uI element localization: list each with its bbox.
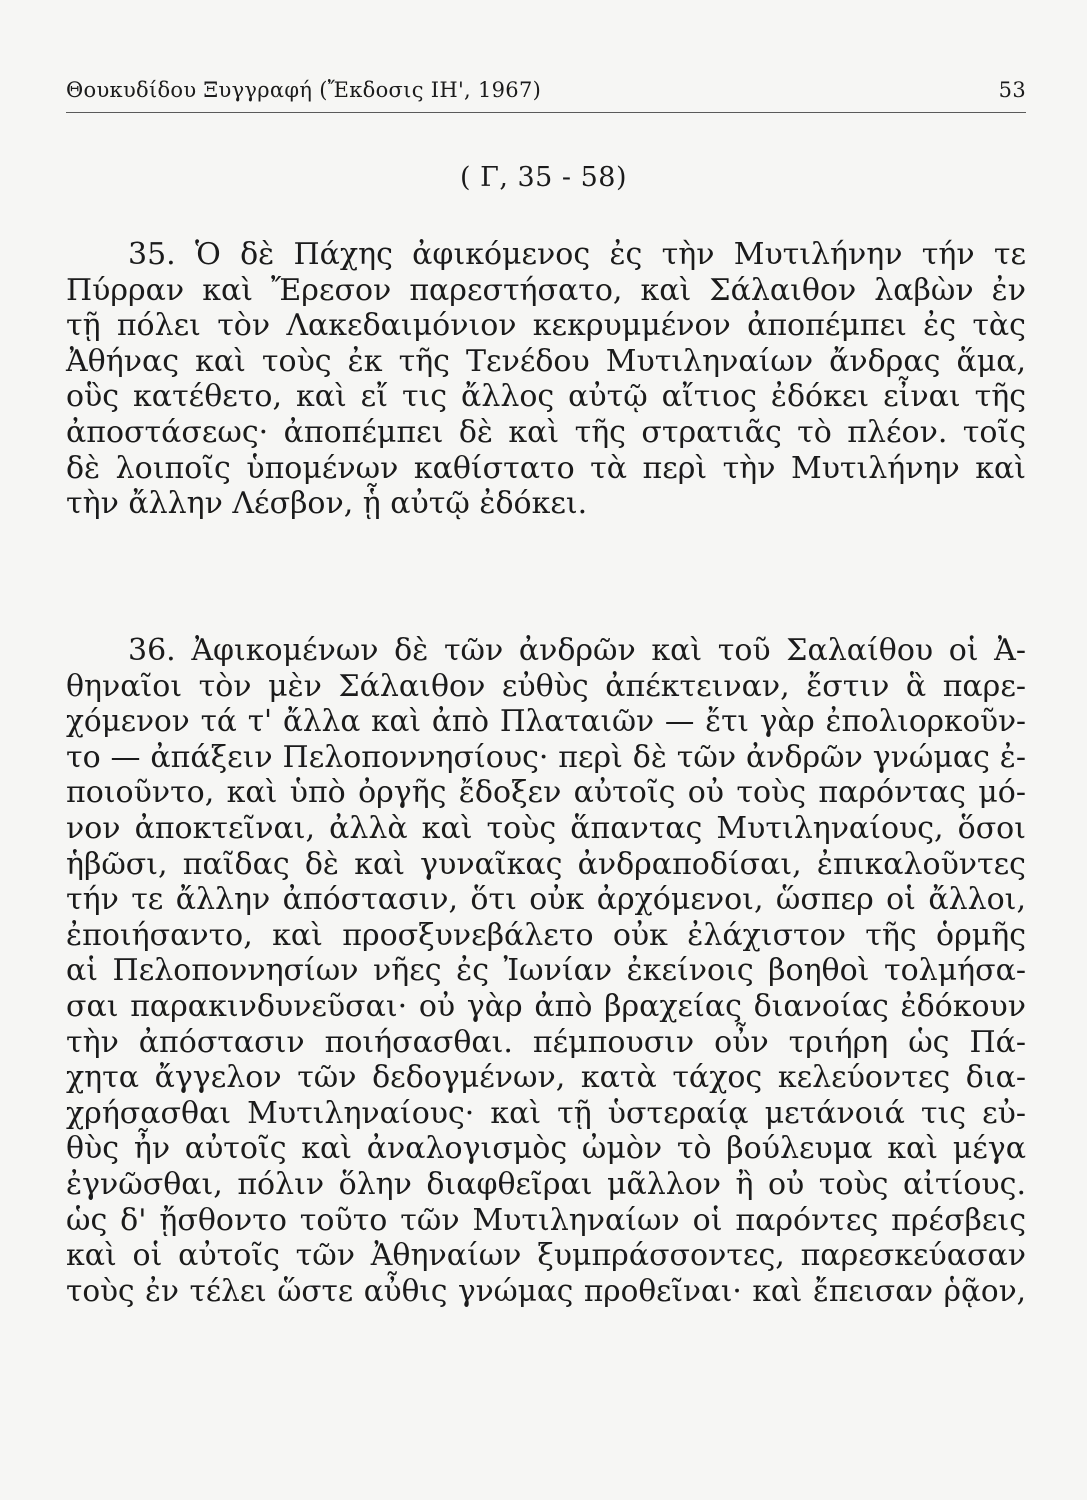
text-line: τὴν ἄλλην Λέσβον, ᾗ αὐτῷ ἐδόκει.	[66, 486, 588, 522]
text-line: χόμενον τά τ' ἄλλα καὶ ἀπὸ Πλαταιῶν — ἔτι γὰρ ἐπολιορκοῦν-	[66, 704, 1026, 739]
paragraph-36	[66, 633, 1026, 1309]
text-line: ποιοῦντο, καὶ ὑπὸ ὀργῆς ἔδοξεν αὐτοῖς οὐ τοὺς παρόντας μό-	[66, 775, 1026, 811]
section-range-heading: ( Γ, 35 - 58)	[459, 162, 628, 193]
text-line: Ἀθήνας καὶ τοὺς ἐκ τῆς Τενέδου Μυτιληναίων ἄνδρας ἅμα,	[66, 343, 1026, 379]
text-line: ἡβῶσι, παῖδας δὲ καὶ γυναῖκας ἀνδραποδίσαι, ἐπικαλοῦντες	[66, 846, 1026, 882]
text-line: νον ἀποκτεῖναι, ἀλλὰ καὶ τοὺς ἅπαντας Μυτιληναίους, ὅσοι	[66, 810, 1026, 846]
text-line: χητα ἄγγελον τῶν δεδογμένων, κατὰ τάχος κελεύοντες δια-	[66, 1060, 1026, 1096]
header-title: Θουκυδίδου Ξυγγραφή (Ἔκδοσις ΙΗ', 1967)	[66, 78, 542, 102]
paragraph-35	[66, 237, 1026, 522]
text-line: τῇ πόλει τὸν Λακεδαιμόνιον κεκρυμμένον ἀποπέμπει ἐς τὰς	[66, 308, 1026, 344]
text-line: τοὺς ἐν τέλει ὥστε αὖθις γνώμας προθεῖναι· καὶ ἔπεισαν ῥᾷον,	[66, 1273, 1026, 1308]
text-line: τὴν ἀπόστασιν ποιήσασθαι. πέμπουσιν οὖν τριήρη ὡς Πά-	[66, 1024, 1026, 1060]
page-number: 53	[998, 78, 1026, 102]
text-line: τήν τε ἄλλην ἀπόστασιν, ὅτι οὐκ ἀρχόμενοι, ὥσπερ οἱ ἄλλοι,	[66, 882, 1026, 918]
header-rule	[66, 112, 1026, 113]
text-line: θὺς ἦν αὐτοῖς καὶ ἀναλογισμὸς ὠμὸν τὸ βούλευμα καὶ μέγα	[66, 1131, 1026, 1167]
text-line: ἐγνῶσθαι, πόλιν ὅλην διαφθεῖραι μᾶλλον ἢ οὐ τοὺς αἰτίους.	[66, 1166, 1026, 1202]
text-line: ἀποστάσεως· ἀποπέμπει δὲ καὶ τῆς στρατιᾶς τὸ πλέον. τοῖς	[66, 414, 1026, 450]
text-line: καὶ οἱ αὐτοῖς τῶν Ἀθηναίων ξυμπράσσοντες, παρεσκεύασαν	[66, 1238, 1026, 1274]
running-header	[66, 74, 1026, 110]
text-line: σαι παρακινδυνεῦσαι· οὐ γὰρ ἀπὸ βραχείας διανοίας ἐδόκουν	[66, 988, 1026, 1024]
text-line: ἐποιήσαντο, καὶ προσξυνεβάλετο οὐκ ἐλάχιστον τῆς ὁρμῆς	[66, 917, 1026, 953]
text-line: ὡς δ' ᾔσθοντο τοῦτο τῶν Μυτιληναίων οἱ παρόντες πρέσβεις	[66, 1202, 1026, 1238]
text-line: οὓς κατέθετο, καὶ εἴ τις ἄλλος αὐτῷ αἴτιος ἐδόκει εἶναι τῆς	[66, 379, 1026, 415]
text-line: το — ἀπάξειν Πελοποννησίους· περὶ δὲ τῶν ἀνδρῶν γνώμας ἐ-	[66, 739, 1026, 775]
text-line: δὲ λοιποῖς ὑπομένων καθίστατο τὰ περὶ τὴν Μυτιλήνην καὶ	[66, 450, 1026, 486]
text-line: Πύρραν καὶ Ἔρεσον παρεστήσατο, καὶ Σάλαιθον λαβὼν ἐν	[66, 272, 1026, 308]
text-line: 36. Ἀφικομένων δὲ τῶν ἀνδρῶν καὶ τοῦ Σαλαίθου οἱ Ἀ-	[128, 633, 1026, 668]
text-line: αἱ Πελοποννησίων νῆες ἐς Ἰωνίαν ἐκείνοις βοηθοὶ τολμήσα-	[66, 953, 1026, 989]
text-line: θηναῖοι τὸν μὲν Σάλαιθον εὐθὺς ἀπέκτειναν, ἔστιν ἃ παρε-	[66, 668, 1026, 704]
text-line: 35. Ὁ δὲ Πάχης ἀφικόμενος ἐς τὴν Μυτιλήνην τήν τε	[128, 237, 1026, 272]
text-line: χρήσασθαι Μυτιληναίους· καὶ τῇ ὑστεραίᾳ μετάνοιά τις εὐ-	[66, 1095, 1026, 1131]
